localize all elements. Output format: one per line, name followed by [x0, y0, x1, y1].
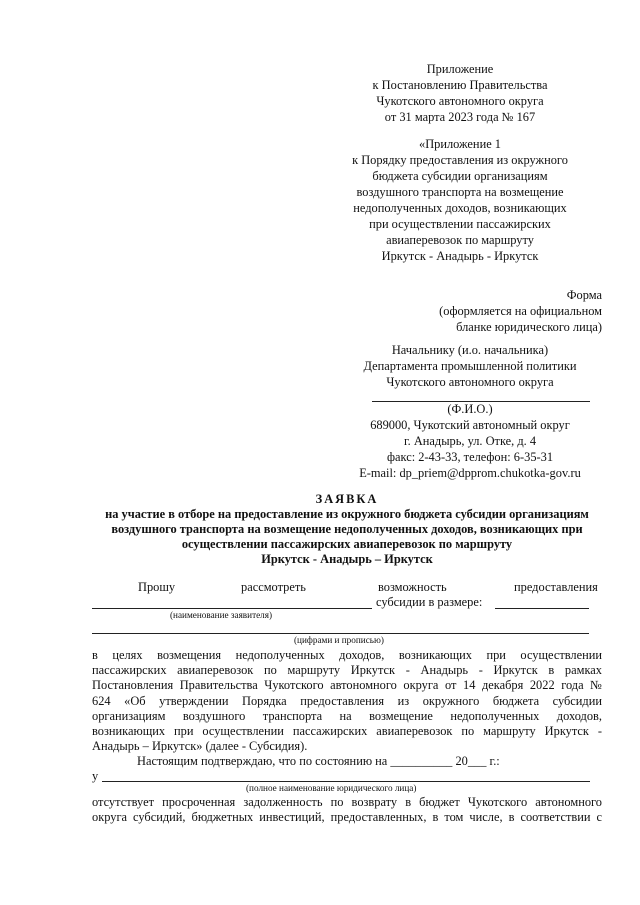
addressee-line: Департамента промышленной политики	[363, 359, 577, 373]
appendix1-line: воздушного транспорта на возмещение	[356, 185, 564, 199]
phones: факс: 2-43-33, телефон: 6-35-31	[386, 450, 554, 464]
appendix1-line: Иркутск - Анадырь - Иркутск	[381, 249, 539, 263]
paragraph-line: пассажирских авиаперевозок по маршруту Иркутск - Анадырь - Иркутск в рамках	[92, 663, 602, 678]
appendix1-line: к Порядку предоставления из окружного	[352, 153, 568, 167]
organization-name-field[interactable]	[102, 781, 590, 782]
paragraph-line: в целях возмещения недополученных доходов, возникающих при осуществлении	[92, 648, 602, 662]
fio-caption: (Ф.И.О.)	[447, 402, 493, 416]
document-title: ЗАЯВКА	[315, 492, 379, 506]
word-vozmozhnost: возможность	[378, 580, 447, 594]
form-note-line: (оформляется на официальном	[439, 304, 602, 318]
appendix1-line: при осуществлении пассажирских	[369, 217, 551, 231]
appendix-title: Приложение	[426, 62, 494, 76]
paragraph-line: возникающих при осуществлении пассажирских авиаперевозок по маршруту Иркутск -	[92, 724, 602, 739]
paragraph-line: округа субсидий, бюджетных инвестиций, предоставленных, в том числе, в соответствии с	[92, 810, 602, 825]
amount-caption: (цифрами и прописью)	[294, 635, 384, 645]
organization-caption: (полное наименование юридического лица)	[246, 783, 417, 793]
addressee-line: Чукотского автономного округа	[386, 375, 554, 389]
appendix-line: Чукотского автономного округа	[376, 94, 544, 108]
document-route: Иркутск - Анадырь – Иркутск	[261, 552, 433, 566]
document-subtitle-line: воздушного транспорта на возмещение недополученных доходов, возникающих при	[111, 522, 583, 536]
address-line: 689000, Чукотский автономный округ	[370, 418, 570, 432]
paragraph-line: Анадырь – Иркутск» (далее - Субсидия).	[92, 739, 308, 754]
paragraph-purpose	[92, 648, 602, 754]
appendix1-line: бюджета субсидии организациям	[372, 169, 548, 183]
confirm-statement: Настоящим подтверждаю, что по состоянию на __________ 20___ г.:	[137, 754, 500, 768]
paragraph-line: организациям воздушного транспорта на возмещение недополученных доходов,	[92, 708, 602, 723]
email: E-mail: dp_priem@dpprom.chukotka-gov.ru	[359, 466, 581, 480]
paragraph-debt	[92, 795, 602, 825]
form-label: Форма	[566, 288, 602, 302]
address-line: г. Анадырь, ул. Отке, д. 4	[403, 434, 537, 448]
u-prefix: у	[92, 769, 99, 783]
appendix-line: от 31 марта 2023 года № 167	[384, 110, 536, 124]
document-subtitle-line: осуществлении пассажирских авиаперевозок по маршруту	[181, 537, 513, 551]
amount-words-field[interactable]	[92, 633, 589, 634]
addressee-line: Начальнику (и.о. начальника)	[391, 343, 549, 357]
word-proshu: Прошу	[138, 580, 176, 594]
paragraph-line: 624 «Об утверждении Порядка предоставления из окружного бюджета субсидии	[92, 693, 602, 708]
paragraph-line: Постановления Правительства Чукотского автономного округа от 14 декабря 2022 года №	[92, 678, 602, 693]
paragraph-line: отсутствует просроченная задолженность по возврату в бюджет Чукотского автономного	[92, 795, 602, 809]
document-subtitle-line: на участие в отборе на предоставление из окружного бюджета субсидии организациям	[105, 507, 589, 521]
appendix-line: к Постановлению Правительства	[372, 78, 548, 92]
appendix1-line: «Приложение 1	[419, 137, 501, 151]
applicant-caption: (наименование заявителя)	[170, 610, 273, 620]
form-note-line: бланке юридического лица)	[456, 320, 602, 334]
applicant-name-field[interactable]	[92, 608, 372, 609]
word-rassmotret: рассмотреть	[241, 580, 306, 594]
subsidy-amount-field[interactable]	[495, 608, 589, 609]
appendix1-line: недополученных доходов, возникающих	[353, 201, 567, 215]
subsidy-size-label: субсидии в размере:	[376, 595, 483, 609]
word-predostavleniya: предоставления	[514, 580, 598, 594]
appendix1-line: авиаперевозок по маршруту	[386, 233, 534, 247]
